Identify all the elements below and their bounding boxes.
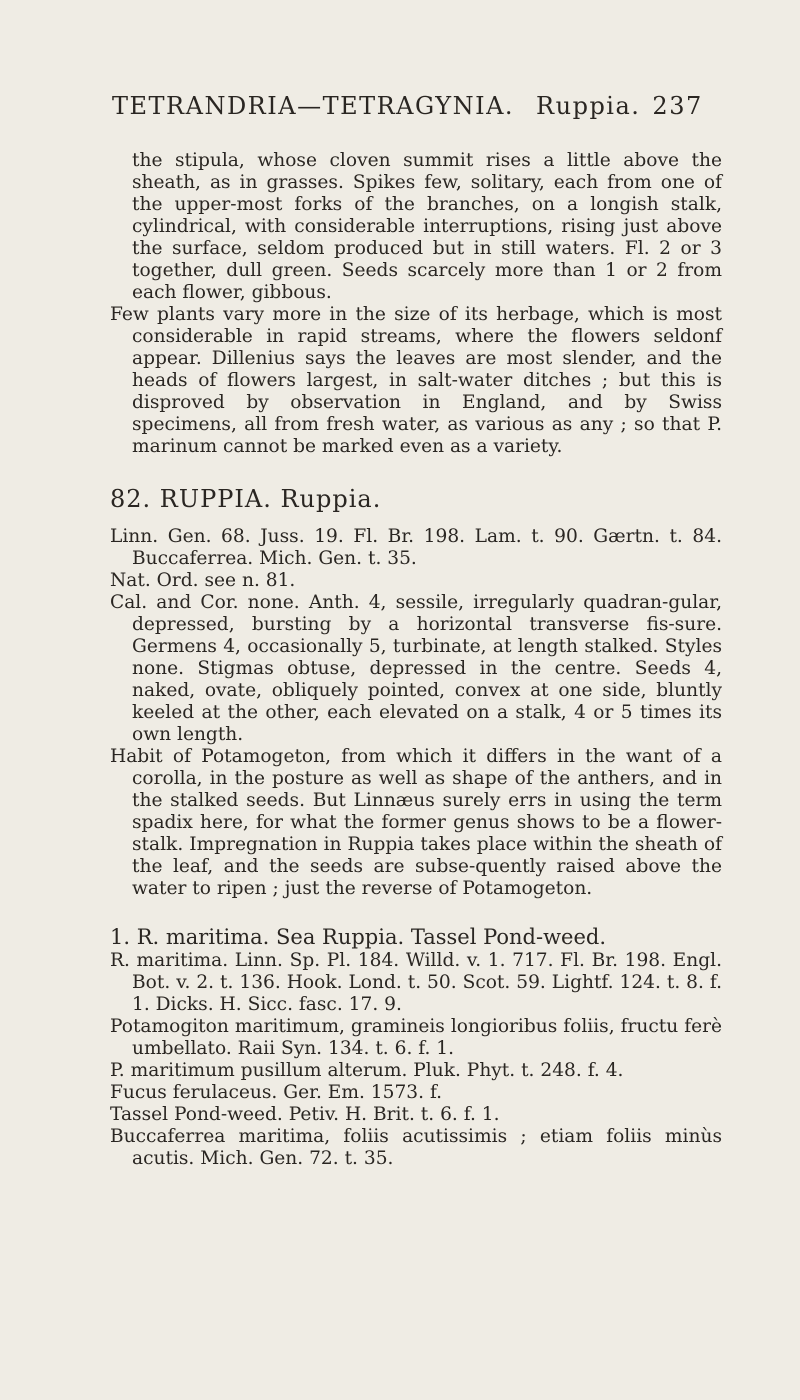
- paragraph-references: Linn. Gen. 68. Juss. 19. Fl. Br. 198. Lam. t. 90. Gærtn. t. 84. Buccaferrea. Mich. Gen. t. 35.: [110, 526, 722, 569]
- page-body: [110, 150, 722, 1170]
- synonym-entry: Fucus ferulaceus. Ger. Em. 1573. f.: [110, 1082, 443, 1103]
- page-number: 237: [652, 92, 703, 120]
- running-head-genus: Ruppia.: [536, 92, 641, 120]
- species-heading: 1. R. maritima. Sea Ruppia. Tassel Pond-weed.: [110, 925, 607, 949]
- synonym-entry: Potamogiton maritimum, gramineis longioribus foliis, fructu ferè umbellato. Raii Syn. 134. t. 6. f. 1.: [110, 1016, 722, 1059]
- running-head-title: TETRANDRIA—TETRAGYNIA.: [112, 92, 515, 120]
- paragraph-habit: Habit of Potamogeton, from which it differs in the want of a corolla, in the posture as well as shape of the anthers, and in the stalked seeds. But Linnæus surely errs in using the term spadix here, for what the former genus shows to be a flower-stalk. Impregnation in Ruppia takes place within the sheath of the leaf, and the seeds are subse-quently raised above the water to ripen ; just the reverse of Potamogeton.: [110, 746, 722, 899]
- synonym-entry: Buccaferrea maritima, foliis acutissimis ; etiam foliis minùs acutis. Mich. Gen. 72. t. 35.: [110, 1126, 722, 1169]
- spacer: [110, 900, 722, 926]
- paragraph-natural-order: Nat. Ord. see n. 81.: [110, 570, 296, 591]
- paragraph-characters: Cal. and Cor. none. Anth. 4, sessile, irregularly quadran-gular, depressed, bursting by a horizontal transverse fis-sure. Germens 4, occasionally 5, turbinate, at length stalked. Styles none. Stigmas obtuse, depressed in the centre. Seeds 4, naked, ovate, obliquely pointed, convex at one side, bluntly keeled at the other, each elevated on a stalk, 4 or 5 times its own length.: [110, 592, 722, 745]
- running-head: [112, 92, 712, 120]
- paragraph-herbage: Few plants vary more in the size of its herbage, which is most considerable in rapid streams, where the flowers seldonf appear. Dillenius says the leaves are most slender, and the heads of flowers largest, in salt-water ditches ; but this is disproved by observation in England, and by Swiss specimens, all from fresh water, as various as any ; so that P. marinum cannot be marked even as a variety.: [110, 304, 722, 457]
- paragraph-stipula: the stipula, whose cloven summit rises a little above the sheath, as in grasses. Spikes few, solitary, each from one of the upper-most forks of the branches, on a longish stalk, cylindrical, with considerable interruptions, rising just above the surface, seldom produced but in still waters. Fl. 2 or 3 together, dull green. Seeds scarcely more than 1 or 2 from each flower, gibbous.: [132, 150, 722, 303]
- synonym-entry: R. maritima. Linn. Sp. Pl. 184. Willd. v. 1. 717. Fl. Br. 198. Engl. Bot. v. 2. t. 136. Hook. Lond. t. 50. Scot. 59. Lightf. 124. t. 8. f. 1. Dicks. H. Sicc. fasc. 17. 9.: [110, 950, 722, 1015]
- synonym-entry: Tassel Pond-weed. Petiv. H. Brit. t. 6. f. 1.: [110, 1104, 500, 1125]
- genus-heading: 82. RUPPIA. Ruppia.: [110, 485, 382, 513]
- synonym-entry: P. maritimum pusillum alterum. Pluk. Phyt. t. 248. f. 4.: [110, 1060, 624, 1081]
